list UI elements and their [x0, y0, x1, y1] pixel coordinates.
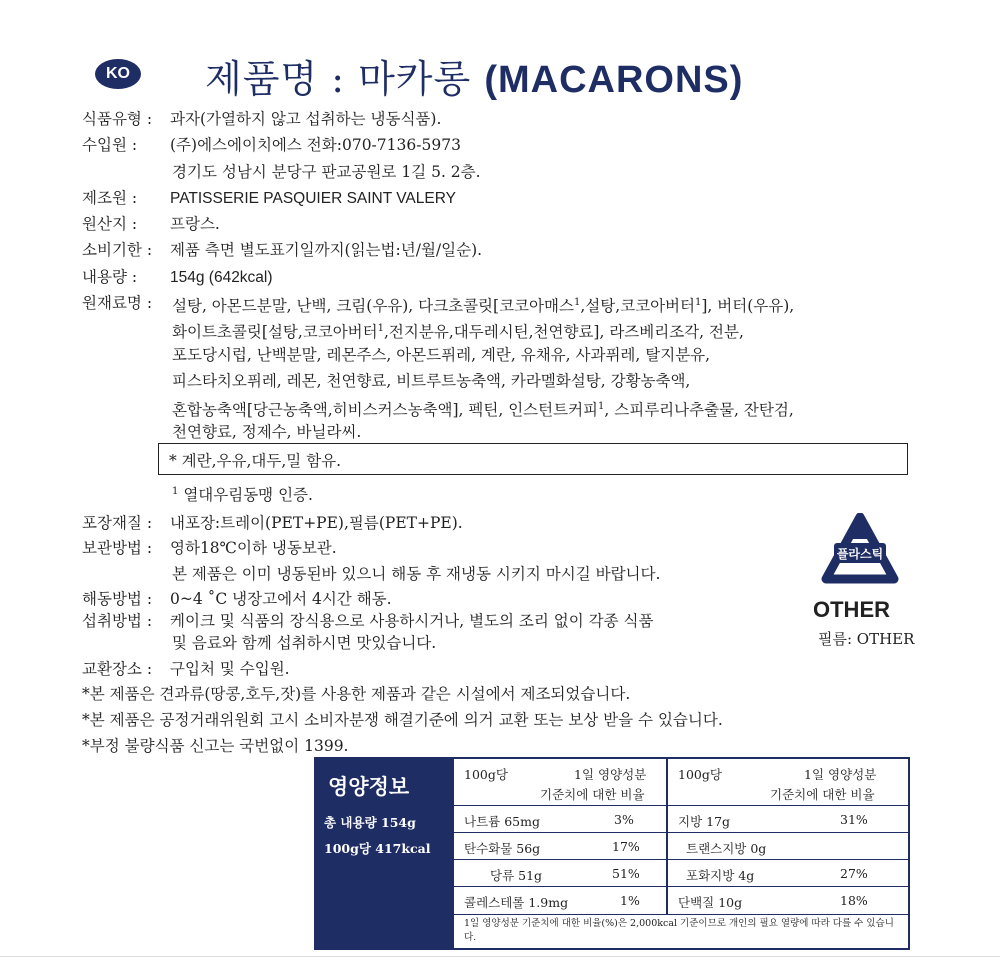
nutrition-title: 영양정보 [328, 774, 410, 799]
nutrition-head-dv1-left: 1일 영양성분 [574, 767, 647, 782]
nutrition-head-left: 100g당 [464, 767, 508, 782]
notice-exchange: *본 제품은 공정거래위원회 고시 소비자분쟁 해결기준에 의거 교환 또는 보상 받을 수 있습니다. [82, 711, 723, 729]
product-title-en: (MACARONS) [484, 59, 744, 101]
nutrient-fat-pct: 31% [840, 812, 868, 827]
nutrition-footnote: 1일 영양성분 기준치에 대한 비율(%)은 2,000kcal 기준이므로 개인의 필요 열량에 따라 다를 수 있습니다. [464, 918, 894, 943]
language-badge: KO [95, 59, 141, 89]
product-title [205, 48, 743, 103]
thaw-row: 해동방법 : 0~4 ˚C 냉장고에서 4시간 해동. [82, 590, 392, 608]
nutrient-fat: 지방 17g [678, 814, 731, 829]
nutrition-total: 총 내용량 154g [324, 815, 416, 830]
nutrition-per: 100g당 417kcal [324, 841, 431, 856]
allergy-box [158, 443, 908, 475]
nutrient-trans-fat: 트랜스지방 0g [686, 841, 767, 856]
ingredients-line-3: 포도당시럽, 난백분말, 레몬주스, 아몬드퓌레, 계란, 유채유, 사과퓌레, 탈지분유, [172, 346, 711, 364]
food-type-row: 식품유형 : 과자(가열하지 않고 섭취하는 냉동식품). [82, 110, 442, 128]
nutrient-sugars-pct: 51% [612, 866, 640, 881]
ingredients-line-5: 혼합농축액[당근농축액,히비스커스농축액], 펙틴, 인스턴트커피$^1$, 스피루리나추출물, 잔탄검, [172, 401, 794, 420]
nutrient-cholesterol: 콜레스테롤 1.9mg [464, 895, 569, 910]
notice-nuts: *본 제품은 견과류(땅콩,호두,잣)를 사용한 제품과 같은 시설에서 제조되었습니다. [82, 685, 631, 703]
ingredients-line-1: 설탕, 아몬드분말, 난백, 크림(우유), 다크초콜릿[코코아매스$^1$,설탕,코코아버터$^1$], 버터(우유), [172, 297, 795, 316]
importer-address: 경기도 성남시 분당구 판교공원로 1길 5. 2층. [172, 163, 481, 181]
ingredients-line-4: 피스타치오퓌레, 레몬, 천연향료, 비트루트농축액, 카라멜화설탕, 강황농축액, [172, 372, 691, 390]
product-title-ko: 제품명 : 마카롱 [205, 57, 472, 101]
nutrient-carbs-pct: 17% [612, 839, 640, 854]
importer-row: 수입원 : (주)에스에이치에스 전화:070-7136-5973 [82, 136, 461, 154]
nutrient-sodium-pct: 3% [614, 812, 634, 827]
certification-footnote: $^1$ 열대우림동맹 인증. [172, 486, 313, 505]
ingredients-line-2: 화이트초콜릿[설탕,코코아버터$^1$,전지분유,대두레시틴,천연향료], 라즈베리조각, 전분, [172, 323, 744, 342]
expiry-row: 소비기한 : 제품 측면 별도표기일까지(읽는법:년/월/일순). [82, 241, 483, 259]
storage-row: 보관방법 : 영하18℃이하 냉동보관. [82, 539, 337, 557]
nutrition-head-right: 100g당 [678, 767, 722, 782]
nutrient-cholesterol-pct: 1% [620, 893, 640, 908]
nutrition-grid [454, 759, 908, 914]
nutrient-protein-pct: 18% [840, 893, 868, 908]
nutrient-sat-fat: 포화지방 4g [686, 868, 755, 883]
recycle-film-label: 필름: OTHER [818, 630, 915, 648]
ingredients-label: 원재료명 : [82, 294, 153, 312]
storage-note: 본 제품은 이미 냉동된바 있으니 해동 후 재냉동 시키지 마시길 바랍니다. [172, 565, 661, 583]
nutrition-table [314, 757, 910, 950]
nutrient-carbs: 탄수화물 56g [464, 841, 541, 856]
bottom-divider [0, 956, 1000, 957]
nutrition-side-panel [316, 759, 454, 948]
exchange-row: 교환장소 : 구입처 및 수입원. [82, 660, 290, 678]
content-row: 내용량 : 154g (642kcal) [82, 268, 273, 286]
nutrition-head-dv2-left: 기준치에 대한 비율 [540, 787, 645, 802]
packaging-row: 포장재질 : 내포장:트레이(PET+PE),필름(PET+PE). [82, 514, 463, 532]
recycle-other-label: OTHER [813, 597, 890, 622]
allergy-text: * 계란,우유,대두,밀 함유. [169, 452, 342, 470]
nutrient-sodium: 나트륨 65mg [464, 814, 540, 829]
recycle-icon [820, 513, 900, 593]
nutrient-sugars: 당류 51g [490, 868, 543, 883]
recycle-mark-text: 플라스틱 [836, 547, 884, 561]
nutrition-head-dv2-right: 기준치에 대한 비율 [770, 787, 875, 802]
manufacturer-row: 제조원 : PATISSERIE PASQUIER SAINT VALERY [82, 189, 456, 207]
usage-line-2: 및 음료와 함께 섭취하시면 맛있습니다. [172, 634, 437, 652]
nutrient-protein: 단백질 10g [678, 895, 743, 910]
ingredients-line-6: 천연향료, 정제수, 바닐라씨. [172, 423, 362, 441]
usage-row: 섭취방법 : 케이크 및 식품의 장식용으로 사용하시거나, 별도의 조리 없이 각종 식품 [82, 612, 654, 630]
notice-report: *부정 불량식품 신고는 국번없이 1399. [82, 737, 349, 755]
nutrition-head-dv1-right: 1일 영양성분 [804, 767, 877, 782]
nutrient-sat-fat-pct: 27% [840, 866, 868, 881]
origin-row: 원산지 : 프랑스. [82, 215, 220, 233]
